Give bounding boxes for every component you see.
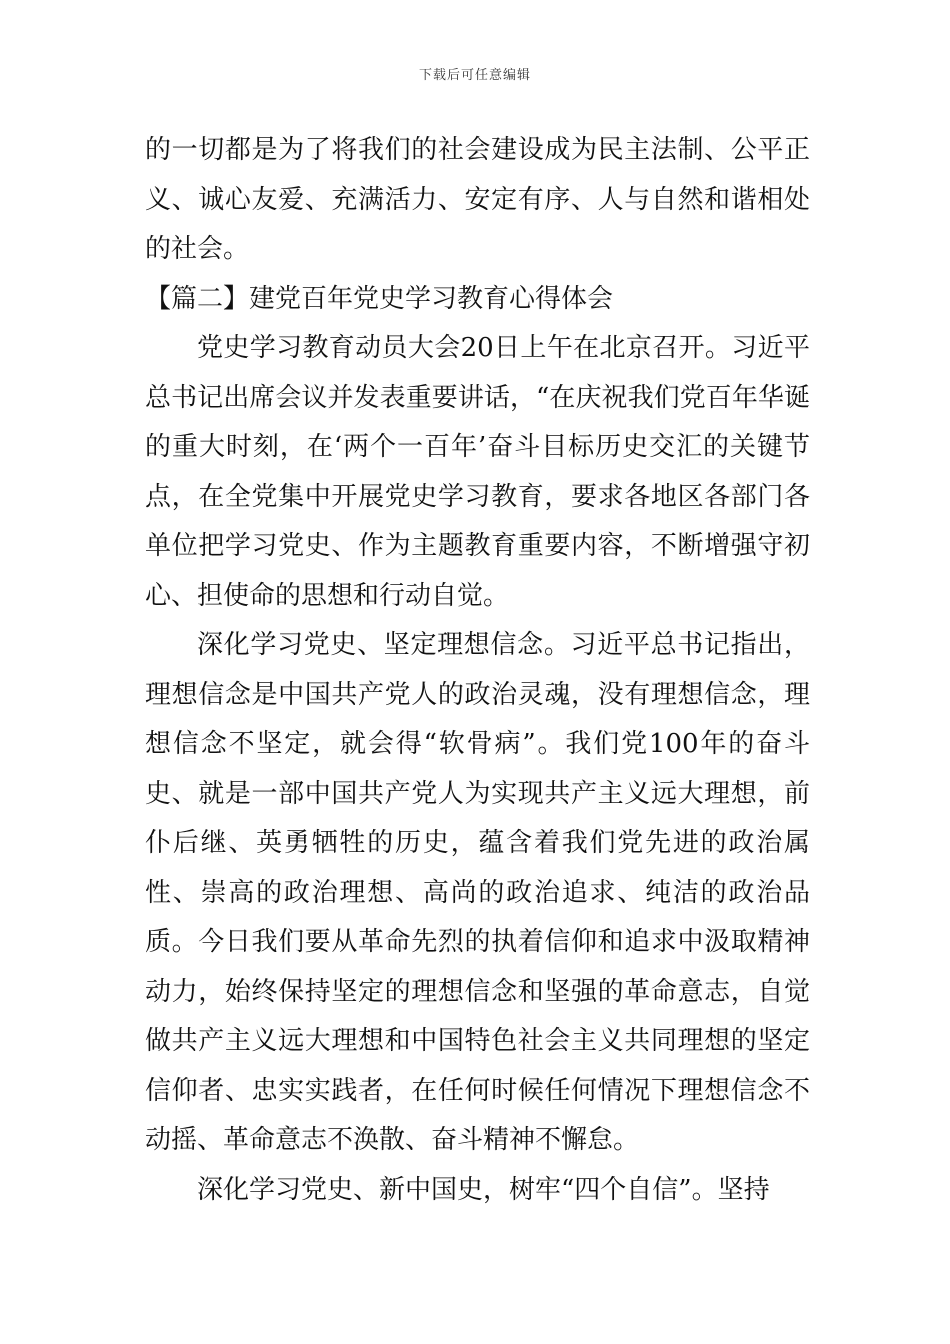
- document-body: [145, 126, 810, 1215]
- paragraph-continuation: 的一切都是为了将我们的社会建设成为民主法制、公平正义、诚心友爱、充满活力、安定有序、人与自然和谐相处的社会。: [145, 135, 810, 264]
- paragraph-intro: 党史学习教育动员大会20日上午在北京召开。习近平总书记出席会议并发表重要讲话，“在庆祝我们党百年华诞的重大时刻，在‘两个一百年’奋斗目标历史交汇的关键节点，在全党集中开展党史学习教育，要求各地区各部门各单位把学习党史、作为主题教育重要内容，不断增强守初心、担使命的思想和行动自觉。: [145, 333, 810, 611]
- section-heading: 【篇二】建党百年党史学习教育心得体会: [145, 283, 614, 314]
- paragraph-ideals: 深化学习党史、坚定理想信念。习近平总书记指出，理想信念是中国共产党人的政治灵魂，没有理想信念，理想信念不坚定，就会得“软骨病”。我们党100年的奋斗史、就是一部中国共产党人为实现共产主义远大理想，前仆后继、英勇牺牲的历史，蕴含着我们党先进的政治属性、崇高的政治理想、高尚的政治追求、纯洁的政治品质。今日我们要从革命先烈的执着信仰和追求中汲取精神动力，始终保持坚定的理想信念和坚强的革命意志，自觉做共产主义远大理想和中国特色社会主义共同理想的坚定信仰者、忠实实践者，在任何时候任何情况下理想信念不动摇、革命意志不涣散、奋斗精神不懈怠。: [145, 630, 810, 1155]
- page-header: 下载后可任意编辑: [418, 68, 531, 83]
- paragraph-confidence: 深化学习党史、新中国史，树牢“四个自信”。坚持: [197, 1174, 770, 1205]
